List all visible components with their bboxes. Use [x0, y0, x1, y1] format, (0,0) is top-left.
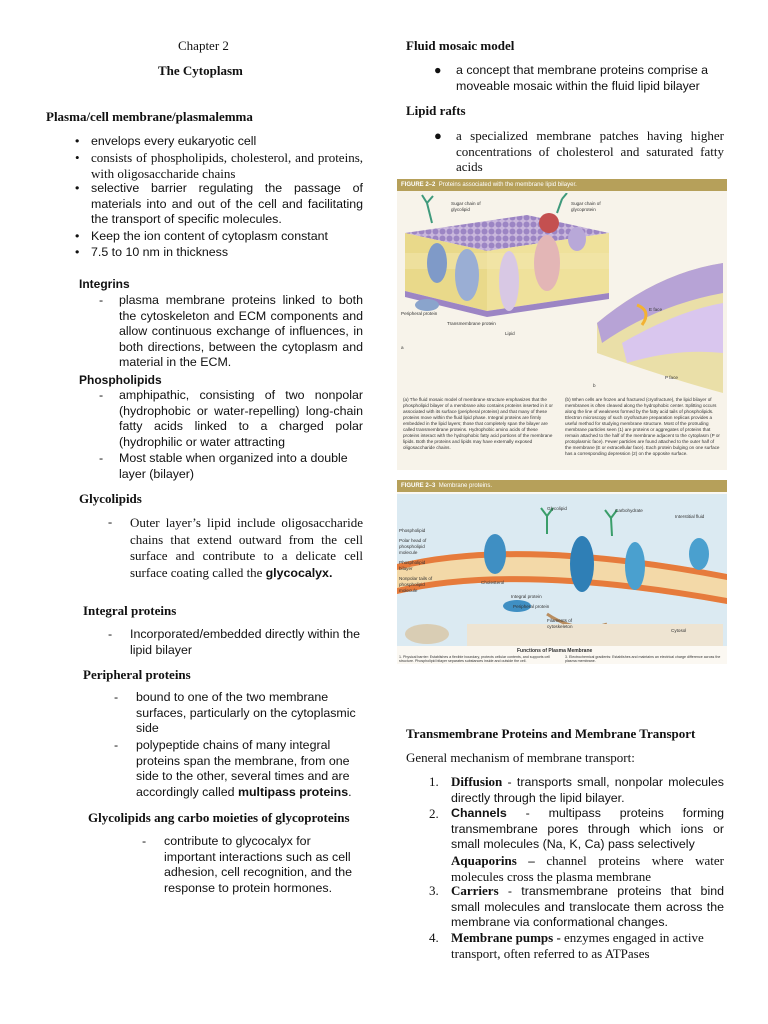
fig2-label-peripheral-protein: Peripheral protein [513, 604, 550, 609]
transport-item-channels: 2. Channels - multipass proteins forming transmembrane pores through which ions or small molecules (Na, K, Ca) pass selectively [429, 806, 724, 852]
fig-label-b: b [593, 383, 596, 388]
fig2-label-nonpolar-tails: Nonpolar tails of phospholipid molecule [399, 576, 433, 593]
integral-heading: Integral proteins [83, 603, 177, 618]
fig2-label-bilayer: Phospholipid bilayer [399, 560, 426, 571]
peripheral-heading: Peripheral proteins [83, 667, 191, 682]
fluid-mosaic-text: ● a concept that membrane proteins comprise a moveable mosaic within the fluid lipid bilayer [434, 63, 709, 93]
fig-label-transmembrane-protein: Transmembrane protein [447, 321, 496, 326]
fig-label-p-face: P face [665, 375, 678, 380]
figure-2-2 [397, 179, 727, 470]
transport-item-aquaporins: Aquaporins – channel proteins where water molecules cross the plasma membrane [451, 853, 724, 884]
membrane-bullet-5: • 7.5 to 10 nm in thickness [75, 245, 229, 259]
peripheral-item-2: - polypeptide chains of many integral proteins span the membrane, from one side to the other, several times and are accordingly called multipass proteins. [114, 738, 352, 799]
lipid-bilayer-illustration [397, 193, 727, 403]
fig2-label-cholesterol: Cholesterol [481, 580, 505, 585]
integrins-text: - plasma membrane proteins linked to both the cytoskeleton and ECM components and allow continuous exchange of influences, in both directions, between the cytoplasm and material in the ECM. [99, 293, 363, 370]
integral-text: - Incorporated/embedded directly within the lipid bilayer [108, 627, 361, 657]
fig2-function-3: 3. Electrochemical gradients: Establishes and maintains an electrical charge difference across the plasma membrane. [565, 655, 721, 664]
figure-2-2-caption-a: (a) The fluid mosaic model of membrane structure emphasizes that the phospholipid bilayer of a membrane also contains proteins inserted in it or associated with its surface (peripheral proteins) and that many of these proteins move within the fluid lipid phase. Integral proteins are firmly embedded in the lipid layers; those that completely span the bilayer are called transmembrane proteins. Hydrophobic amino acids of these proteins interact with the hydrophobic fatty acid portions of the membrane lipids. Both the proteins and lipids may have externally exposed oligosaccharide chains. [403, 397, 553, 450]
integrins-heading: Integrins [79, 277, 130, 291]
fig2-label-cytosol: Cytosol [671, 628, 687, 633]
membrane-heading: Plasma/cell membrane/plasmalemma [46, 109, 253, 124]
fig2-label-glycolipid: Glycolipid [547, 506, 567, 511]
glycolipids-text: - Outer layer’s lipid include oligosaccharide chains that extend outward from the cell surface and contribute to a delicate cell surface coating called the glycocalyx. [108, 515, 363, 580]
fig-label-lipid: Lipid [505, 331, 515, 336]
lipid-rafts-heading: Lipid rafts [406, 103, 466, 118]
glyco-carbo-text: - contribute to glycocalyx for important interactions such as cell adhesion, cell recognition, and the response to protein hormones. [142, 834, 353, 895]
glyco-carbo-heading: Glycolipids ang carbo moieties of glycoproteins [88, 810, 350, 825]
transport-heading: Transmembrane Proteins and Membrane Transport [406, 726, 696, 741]
lipid-rafts-text: ● a specialized membrane patches having higher concentrations of cholesterol and saturated fatty acids [434, 128, 724, 175]
figure-2-3-header: FIGURE 2–3 Membrane proteins. [397, 480, 727, 492]
fig-label-glycolipid: Sugar chain of glycolipid [451, 201, 481, 212]
fig-label-e-face: E face [649, 307, 663, 312]
fig-label-a: a [401, 345, 404, 350]
membrane-bullet-4: • Keep the ion content of cytoplasm constant [75, 229, 328, 243]
phospholipids-item-2: - Most stable when organized into a double layer (bilayer) [99, 451, 348, 481]
glycolipids-heading: Glycolipids [79, 491, 142, 506]
fig-label-peripheral-protein: Peripheral protein [401, 311, 438, 316]
figure-2-2-caption-b: (b) When cells are frozen and fractured (cryofracture), the lipid bilayer of membranes is often cleaved along the hydrophobic center. Splitting occurs along the line of weakness formed by the fatty acid tails of phospholipids. Electron microscopy of such cryofracture preparation replicas provides a useful method for studying membrane structure. Most of the protruding membrane particles seen (1) are proteins or aggregates of proteins that remain attached to the half of the membrane adjacent to the cytoplasm (P or protoplasmic face). Fewer particles are found attached to the outer half of the membrane (E or extracellular face). Each protein bulging on one surface has a corresponding depression (2) on the opposite surface. [565, 397, 720, 456]
figure-2-2-header: FIGURE 2–2 Proteins associated with the membrane lipid bilayer. [397, 179, 727, 191]
fig2-label-filaments: Filaments of cytoskeleton [547, 618, 573, 629]
membrane-bullet-1: • envelops every eukaryotic cell [75, 134, 257, 148]
membrane-bullet-2: • consists of phospholipids, cholesterol, and proteins, with oligosaccharide chains [75, 150, 363, 181]
membrane-bullet-3: • selective barrier regulating the passage of materials into and out of the cell and facilitating the transport of specific molecules. [75, 181, 363, 227]
fluid-mosaic-heading: Fluid mosaic model [406, 38, 515, 53]
fig2-label-interstitial: Interstitial fluid [675, 514, 705, 519]
fig-label-glycoprotein: Sugar chain of glycoprotein [571, 201, 601, 212]
fig2-label-polar-head: Polar head of phospholipid molecule [399, 538, 427, 555]
chapter-number: Chapter 2 [178, 38, 229, 53]
transport-item-diffusion: 1. Diffusion - transports small, nonpolar molecules directly through the lipid bilayer. [429, 774, 724, 805]
fig2-label-carbohydrate: Carbohydrate [615, 508, 643, 513]
fig2-function-1: 1. Physical barrier: Establishes a flexible boundary, protects cellular contents, and supports cell structure. Phospholipid bilayer separates substances inside and outside the cell. [399, 655, 550, 664]
peripheral-item-1: - bound to one of the two membrane surfaces, particularly on the cytoplasmic side [114, 690, 356, 736]
chapter-title: The Cytoplasm [158, 63, 243, 78]
transport-intro: General mechanism of membrane transport: [406, 750, 635, 765]
transport-item-carriers: 3. Carriers - transmembrane proteins that bind small molecules and translocate them across the membrane via conformational changes. [429, 883, 724, 930]
phospholipids-heading: Phospholipids [79, 373, 162, 387]
fig2-label-phospholipid: Phospholipid [399, 528, 426, 533]
transport-item-pumps: 4. Membrane pumps - enzymes engaged in active transport, often referred to as ATPases [429, 930, 704, 961]
fig2-label-integral-protein: Integral protein [511, 594, 542, 599]
figure-2-3 [397, 480, 727, 664]
fig2-functions-title: Functions of Plasma Membrane [517, 648, 593, 654]
phospholipids-item-1: - amphipathic, consisting of two nonpolar (hydrophobic or water-repelling) long-chain fatty acids linked to a charged polar (hydrophilic or water attracting [99, 388, 363, 449]
